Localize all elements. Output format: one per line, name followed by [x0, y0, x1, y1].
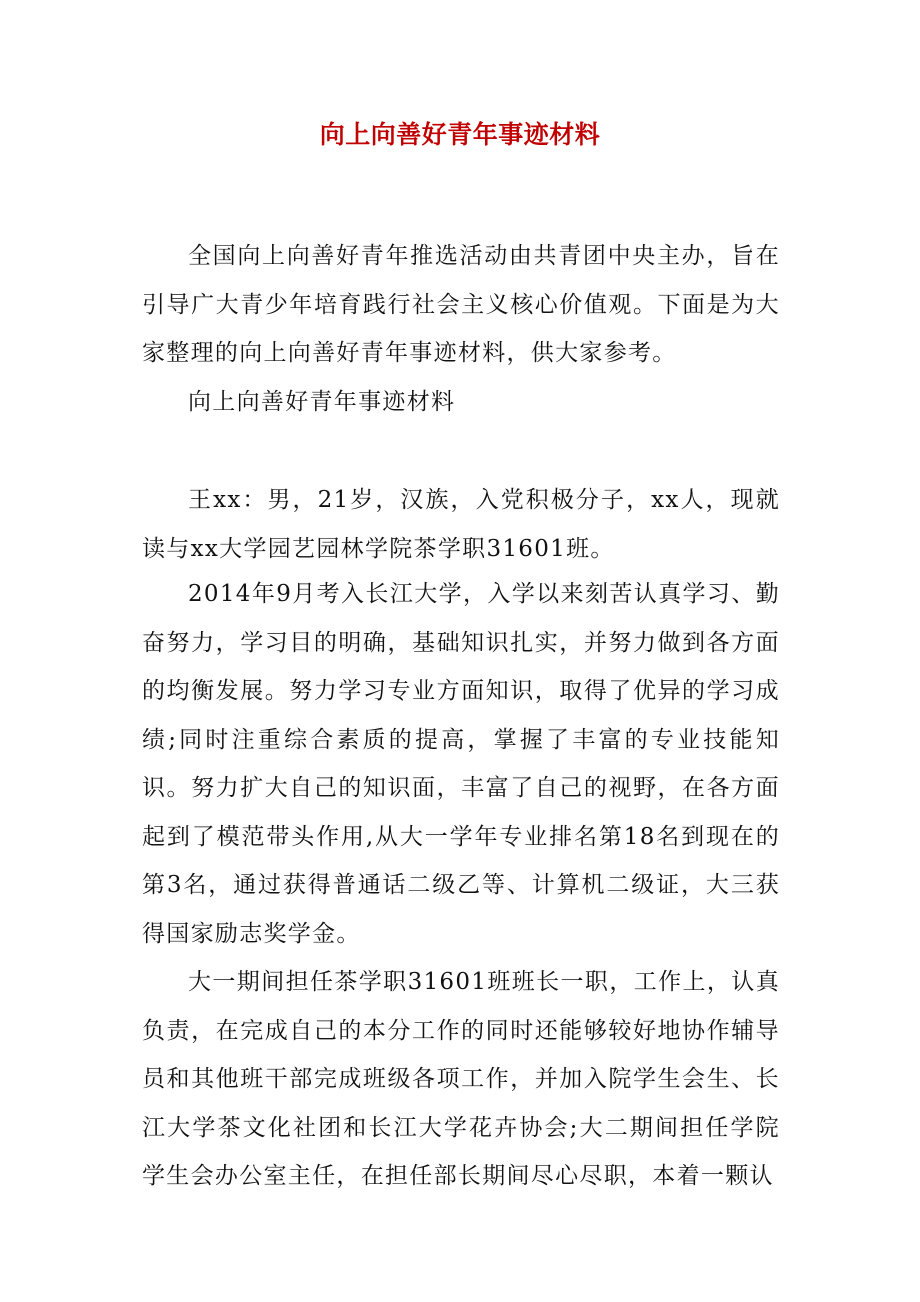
document-title: 向上向善好青年事迹材料: [319, 120, 601, 149]
study-paragraph: 2014年9月考入长江大学，入学以来刻苦认真学习、勤奋努力，学习目的明确，基础知识扎实，并努力做到各方面的均衡发展。努力学习专业方面知识，取得了优异的学习成绩;同时注重综合素质的提高，掌握了丰富的专业技能知识。努力扩大自己的知识面，丰富了自己的视野，在各方面起到了模范带头作用,从大一学年专业排名第18名到现在的第3名，通过获得普通话二级乙等、计算机二级证，大三获得国家励志奖学金。: [142, 581, 780, 947]
intro-paragraph: 全国向上向善好青年推选活动由共青团中央主办，旨在引导广大青少年培育践行社会主义核心价值观。下面是为大家整理的向上向善好青年事迹材料，供大家参考。: [142, 243, 780, 366]
profile-paragraph: 王xx：男，21岁，汉族，入党积极分子，xx人，现就读与xx大学园艺园林学院茶学职31601班。: [142, 487, 780, 562]
work-paragraph: 大一期间担任茶学职31601班班长一职，工作上，认真负责，在完成自己的本分工作的同时还能够较好地协作辅导员和其他班干部完成班级各项工作，并加入院学生会生、长江大学茶文化社团和长江大学花卉协会;大二期间担任学院学生会办公室主任，在担任部长期间尽心尽职，本着一颗认: [142, 969, 780, 1189]
section-heading: 向上向善好青年事迹材料: [188, 389, 456, 415]
